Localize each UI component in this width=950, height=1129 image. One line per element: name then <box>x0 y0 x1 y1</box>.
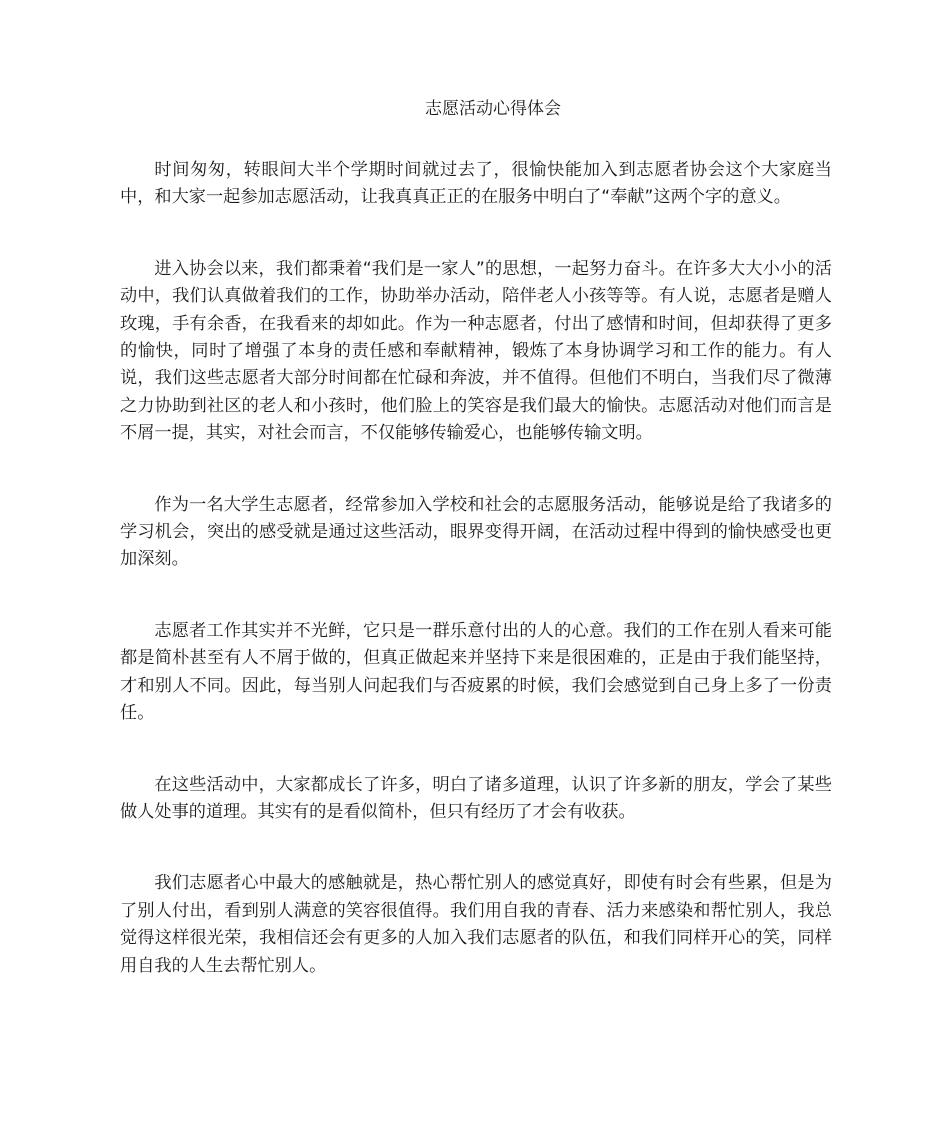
paragraph-1: 时间匆匆，转眼间大半个学期时间就过去了，很愉快能加入到志愿者协会这个大家庭当中，和大家一起参加志愿活动，让我真真正正的在服务中明白了“奉献”这两个字的意义。 <box>120 160 832 208</box>
paragraph-4: 志愿者工作其实并不光鲜，它只是一群乐意付出的人的心意。我们的工作在别人看来可能都是简朴甚至有人不屑于做的，但真正做起来并坚持下来是很困难的，正是由于我们能坚持，才和别人不同。因此，每当别人问起我们与否疲累的时候，我们会感觉到自己身上多了一份责任。 <box>120 620 832 724</box>
document-title: 志愿活动心得体会 <box>425 99 561 119</box>
paragraph-3: 作为一名大学生志愿者，经常参加入学校和社会的志愿服务活动，能够说是给了我诸多的学习机会，突出的感受就是通过这些活动，眼界变得开阔，在活动过程中得到的愉快感受也更加深刻。 <box>120 494 832 570</box>
paragraph-2: 进入协会以来，我们都秉着“我们是一家人”的思想，一起努力奋斗。在许多大大小小的活动中，我们认真做着我们的工作，协助举办活动，陪伴老人小孩等等。有人说，志愿者是赠人玫瑰，手有余香，在我看来的却如此。作为一种志愿者，付出了感情和时间，但却获得了更多的愉快，同时了增强了本身的责任感和奉献精神，锻炼了本身协调学习和工作的能力。有人说，我们这些志愿者大部分时间都在忙碌和奔波，并不值得。但他们不明白，当我们尽了微薄之力协助到社区的老人和小孩时，他们脸上的笑容是我们最大的愉快。志愿活动对他们而言是不屑一提，其实，对社会而言，不仅能够传输爱心，也能够传输文明。 <box>120 258 832 444</box>
paragraph-6: 我们志愿者心中最大的感触就是，热心帮忙别人的感觉真好，即使有时会有些累，但是为了别人付出，看到别人满意的笑容很值得。我们用自我的青春、活力来感染和帮忙别人，我总觉得这样很光荣，我相信还会有更多的人加入我们志愿者的队伍，和我们同样开心的笑，同样用自我的人生去帮忙别人。 <box>120 873 832 976</box>
paragraph-5: 在这些活动中，大家都成长了许多，明白了诸多道理，认识了许多新的朋友，学会了某些做人处事的道理。其实有的是看似简朴，但只有经历了才会有收获。 <box>120 774 832 822</box>
document-body <box>120 157 832 1024</box>
